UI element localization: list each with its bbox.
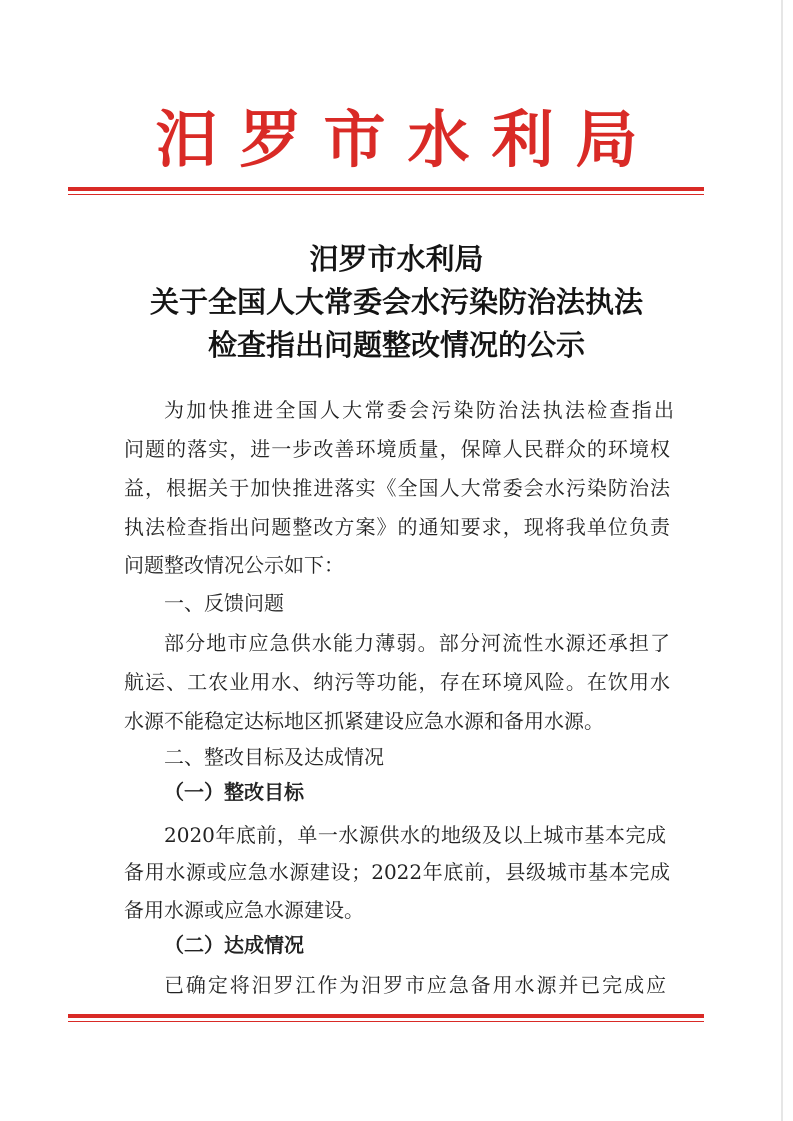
sub2-line-1: 已确定将汨罗江作为汨罗市应急备用水源并已完成应: [164, 973, 666, 997]
intro-line-2: 问题的落实，进一步改善环境质量，保障人民群众的环境权: [124, 437, 670, 461]
doc-title-line3: 检查指出问题整改情况的公示: [207, 328, 585, 362]
section2-sub1-heading: （一）整改目标: [164, 780, 304, 804]
letterhead-org-name: 汨罗市水利局: [155, 103, 660, 176]
section1-heading: 一、反馈问题: [164, 591, 284, 615]
intro-line-3: 益，根据关于加快推进落实《全国人大常委会水污染防治法: [124, 476, 670, 500]
sub1-line-2: 备用水源或应急水源建设；2022年底前，县级城市基本完成: [124, 860, 670, 884]
letterhead-rule-top: [68, 187, 704, 195]
section1-line-1: 部分地市应急供水能力薄弱。部分河流性水源还承担了: [164, 631, 670, 655]
sub1-line-3: 备用水源或应急水源建设。: [124, 898, 364, 922]
section2-sub2-heading: （二）达成情况: [164, 933, 304, 957]
intro-line-5: 问题整改情况公示如下：: [124, 553, 344, 577]
letterhead-rule-bottom: [68, 1014, 704, 1022]
doc-title-line1: 汨罗市水利局: [309, 242, 484, 276]
doc-title-line2: 关于全国人大常委会水污染防治法执法: [149, 285, 643, 319]
rule-thin: [68, 1021, 704, 1022]
rule-thin: [68, 194, 704, 195]
section1-line-3: 水源不能稳定达标地区抓紧建设应急水源和备用水源。: [124, 709, 604, 733]
sub1-line-1: 2020年底前，单一水源供水的地级及以上城市基本完成: [164, 823, 666, 847]
intro-line-4: 执法检查指出问题整改方案》的通知要求，现将我单位负责: [124, 515, 670, 539]
intro-line-1: 为加快推进全国人大常委会污染防治法执法检查指出: [164, 398, 674, 422]
section2-heading: 二、整改目标及达成情况: [164, 745, 384, 769]
section1-line-2: 航运、工农业用水、纳污等功能，存在环境风险。在饮用水: [124, 670, 670, 694]
